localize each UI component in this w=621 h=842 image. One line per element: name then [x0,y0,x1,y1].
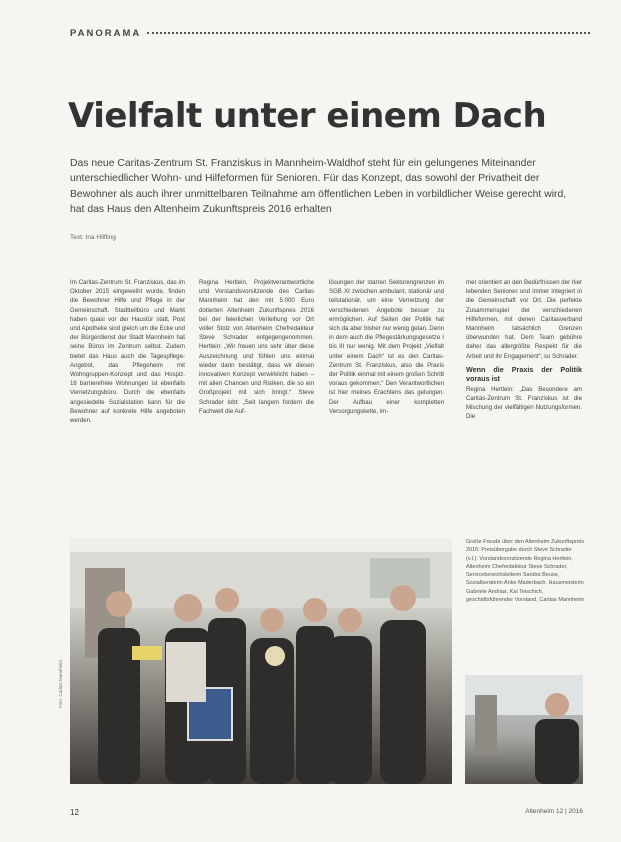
issue-label: Altenheim 12 | 2016 [525,808,583,815]
group-photo [70,538,452,784]
body-paragraph: Regina Hertlein: „Das Besondere am Caritas-Zentrum St. Franziskus ist die Mischung der vielfältigen Nutzungsformen. Die [466,385,582,421]
inset-photo-illustration [465,675,583,784]
page-number: 12 [70,808,79,817]
photo-credit: Foto: Caritas Mannheim [58,659,63,708]
article-lead: Das neue Caritas-Zentrum St. Franziskus in Mannheim-Waldhof steht für ein gelungenes Miteinander unterschiedlicher Wohn- und Hilfeformen für Senioren. Für das Konzept, das sowohl der Privatheit der Bewohner als auch ihrer unmittelbaren Teilnahme am öffentlichen Leben in vorbildlicher Weise gerecht wird, hat das Haus den Altenheim Zukunftspreis 2016 erhalten [70,158,567,215]
body-column-1 [70,278,185,425]
inset-photo [465,675,583,784]
body-paragraph: mer orientiert an den Bedürfnissen der hier lebenden Senioren und immer integriert in die Gemeinschaft vor Ort. Die perfekte Zusammenspiel der verschiedenen Hilfeformen, mit denen Caritasverband Mannheim tatsächlich Grenzen überwunden hat. Dem Team gebühre daher das allergrößte Respekt für die Arbeit und ihr Engagement“, so Schrader. [466,279,582,360]
article-title: Vielfalt unter einem Dach [68,96,547,136]
dotted-rule [147,32,590,34]
group-photo-illustration [70,538,452,784]
body-paragraph: Regina Hertlein, Projektverantwortliche und Vorstandsvorsitzende des Caritas Mannheim hat den mit 5.000 Euro dotierten Altenheim Zukunftspreis 2016 bei der feierlichen Verleihung vor Ort voller Stolz von Altenheim Chefredakteur Steve Schrader entgegengenommen. Hertlein: „Wir freuen uns sehr über diese Auszeichnung und fühlen uns einmal wieder darin bestätigt, dass wir diesen innovativen Konzept verwirklicht haben – mit allen Chancen und Risiken, die so ein Großprojekt mit sich bringt.“ Steve Schrader lobt: „Seit langem fordern die Fachwelt die Auf- [199,279,314,415]
body-column-4 [466,278,582,422]
subheading: Wenn die Praxis der Politik voraus ist [466,364,582,383]
body-column-2 [199,278,314,416]
section-label: PANORAMA [70,27,142,39]
body-paragraph: lösungen der starren Sektorengrenzen im SGB XI zwischen ambulant, stationär und teilstationär, um eine Vernetzung der verschiedenen Angebote besser zu ermöglichen. Auf Seiten der Politik hat sich da aber bisher nur wenig getan. Denn in dem auch die Pflegestärkungsgesetze I bis III nur wenig. Mit dem Projekt „Vielfalt unter einem Dach“ ist es den Caritas-Zentrum St. Franziskus, also die Praxis der Politik einmal mit einem großen Schritt voraus gekommen.“ Den Verantwortlichen ist hier meines Erachtens das gelungen. Der Aufbau einer kompletten Versorgungskette, im- [329,279,444,415]
author-line: Text: Ina Hilfling [70,234,116,241]
body-paragraph: Im Caritas-Zentrum St. Franziskus, das im Oktober 2015 eingeweiht wurde, finden die Bewohner Hilfe und Pflege in der Gemeinschaft. Stadtteilbüro und Markt haben quasi vor der Haustür statt, Post und Apotheke sind gleich um die Ecke und der Bürgerdienst der Stadt Mannheim hat seine Büros im Zentrum selbst. Zudem bietet das Haus auch die Tagespflege-Angebot, das Pflegeheim mit Wohngruppen-Konzept und das Hospiz. 16 barrierefreie Wohnungen ist ebenfalls Vernetzungsbüro. Durch die ebenfalls angesiedelte Sozialstation kann für die Bewohner auf konkrete Hilfe angeboten werden. [70,279,185,425]
section-header [70,26,590,40]
body-column-3 [329,278,444,416]
photo-caption: Große Freude über den Altenheim Zukunftspreis 2016: Preisübergabe durch Steve Schrader (v.l.): Vorstandsvorsitzende Regina Hertlein, Altenheim Chefredakteur Steve Schrader, Servicebereichsleiterin Sandra Beuse, Sozialberaterin Anke Maderbach, Hausmeisterin Gabriele Andrias, Kai Teischich, geschäftsführender Vorstand, Caritas Mannheim [466,539,585,604]
